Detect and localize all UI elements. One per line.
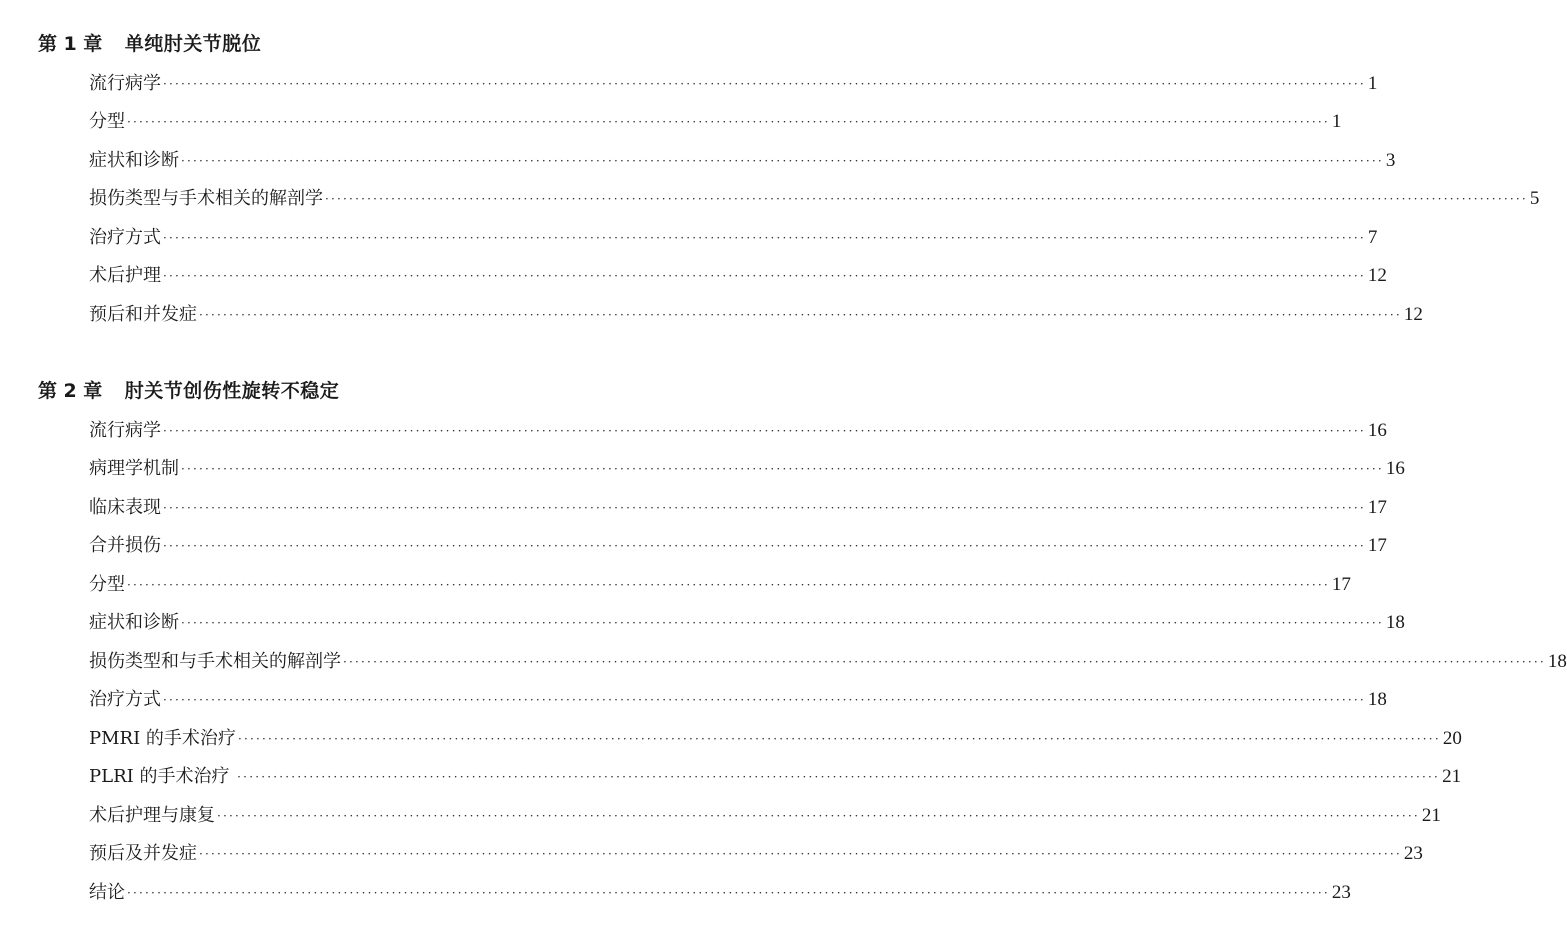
toc-entry-page: 17 (1331, 574, 1351, 595)
chapter-number: 2 (63, 380, 78, 402)
toc-entry-label: 临床表现 (89, 497, 161, 518)
toc-entry-page: 17 (1367, 497, 1387, 518)
toc-entry[interactable] (89, 842, 1423, 866)
toc-entry-page: 16 (1367, 420, 1387, 441)
toc-entry-page: 12 (1367, 265, 1387, 286)
dot-leader: ········································································································································································································ (163, 77, 1366, 91)
dot-leader: ········································································································································································································ (325, 192, 1528, 206)
toc-entry-page: 1 (1331, 111, 1342, 132)
chapter-name: 肘关节创伤性旋转不稳定 (124, 380, 340, 402)
toc-entry-page: 23 (1331, 882, 1351, 903)
toc-entry-page: 18 (1367, 689, 1387, 710)
toc-entry-label: 病理学机制 (89, 458, 179, 479)
toc-entry-label: 损伤类型与手术相关的解剖学 (89, 188, 323, 209)
dot-leader: ········································································································································································································ (217, 809, 1420, 823)
toc-entry-label: 结论 (89, 882, 125, 903)
dot-leader: ········································································································································································································ (163, 269, 1366, 283)
toc-entry[interactable] (89, 727, 1462, 751)
toc-entry-page: 1 (1367, 73, 1378, 94)
toc-entry[interactable] (89, 419, 1387, 443)
dot-leader: ········································································································································································································ (199, 847, 1402, 861)
dot-leader: ········································································································································································································ (181, 616, 1384, 630)
toc-entry-label: 术后护理 (89, 265, 161, 286)
toc-entry-page: 20 (1442, 728, 1462, 749)
toc-entry-label: 治疗方式 (89, 227, 161, 248)
chapter-suffix: 章 (83, 380, 103, 402)
toc-entry-label: 分型 (89, 111, 125, 132)
toc-entry[interactable] (89, 496, 1387, 520)
chapter-suffix: 章 (83, 33, 103, 55)
dot-leader: ········································································································································································································ (163, 539, 1366, 553)
toc-entry-page: 17 (1367, 535, 1387, 556)
toc-entry[interactable] (89, 573, 1351, 597)
dot-leader: ········································································································································································································ (127, 578, 1330, 592)
chapter-label: 第 (38, 33, 58, 55)
toc-entry[interactable] (89, 650, 1567, 674)
toc-entry[interactable] (89, 881, 1351, 905)
toc-entry-label: 流行病学 (89, 420, 161, 441)
toc-entry-label: 流行病学 (89, 73, 161, 94)
toc-entry-page: 23 (1403, 843, 1423, 864)
toc-entry-label: 症状和诊断 (89, 150, 179, 171)
toc-entry[interactable] (89, 804, 1441, 828)
toc-entry-label: 治疗方式 (89, 689, 161, 710)
dot-leader: ········································································································································································································ (163, 231, 1366, 245)
chapter-number: 1 (63, 33, 78, 55)
dot-leader: ········································································································································································································ (199, 308, 1402, 322)
dot-leader: ········································································································································································································ (163, 693, 1366, 707)
toc-entry-page: 12 (1403, 304, 1423, 325)
toc-entry[interactable] (89, 611, 1405, 635)
toc-entry-label: 损伤类型和与手术相关的解剖学 (89, 651, 341, 672)
toc-entry[interactable] (89, 264, 1387, 288)
dot-leader: ········································································································································································································ (181, 154, 1384, 168)
toc-entry-page: 3 (1385, 150, 1396, 171)
dot-leader: ········································································································································································································ (181, 462, 1384, 476)
dot-leader: ········································································································································································································ (127, 886, 1330, 900)
toc-entry-label: 症状和诊断 (89, 612, 179, 633)
toc-entry-label: 术后护理与康复 (89, 805, 215, 826)
toc-entry-label: 预后及并发症 (89, 843, 197, 864)
chapter-title (38, 379, 339, 403)
chapter-title (38, 32, 261, 56)
toc-entry-page: 16 (1385, 458, 1405, 479)
toc-entry-label: PLRI 的手术治疗 (89, 766, 236, 787)
toc-entry[interactable] (89, 303, 1423, 327)
toc-entry-label: PMRI 的手术治疗 (89, 728, 236, 749)
toc-entry[interactable] (89, 149, 1396, 173)
toc-entry-page: 18 (1547, 651, 1567, 672)
dot-leader: ········································································································································································································ (237, 732, 1441, 746)
toc-entry[interactable] (89, 72, 1378, 96)
dot-leader: ········································································································································································································ (343, 655, 1546, 669)
toc-entry[interactable] (89, 187, 1540, 211)
dot-leader: ········································································································································································································ (237, 770, 1441, 784)
toc-entry[interactable] (89, 765, 1462, 789)
toc-entry-label: 合并损伤 (89, 535, 161, 556)
toc-entry-page: 21 (1442, 766, 1462, 787)
toc-entry[interactable] (89, 457, 1405, 481)
toc-entry[interactable] (89, 226, 1378, 250)
dot-leader: ········································································································································································································ (163, 424, 1366, 438)
dot-leader: ········································································································································································································ (163, 501, 1366, 515)
toc-entry[interactable] (89, 534, 1387, 558)
toc-entry-page: 21 (1421, 805, 1441, 826)
toc-entry-page: 7 (1367, 227, 1378, 248)
toc-entry-page: 5 (1529, 188, 1540, 209)
toc-entry[interactable] (89, 110, 1342, 134)
toc-entry-label: 分型 (89, 574, 125, 595)
chapter-label: 第 (38, 380, 58, 402)
toc-entry-page: 18 (1385, 612, 1405, 633)
toc-entry-label: 预后和并发症 (89, 304, 197, 325)
toc-entry[interactable] (89, 688, 1387, 712)
chapter-name: 单纯肘关节脱位 (124, 33, 262, 55)
dot-leader: ········································································································································································································ (127, 115, 1330, 129)
